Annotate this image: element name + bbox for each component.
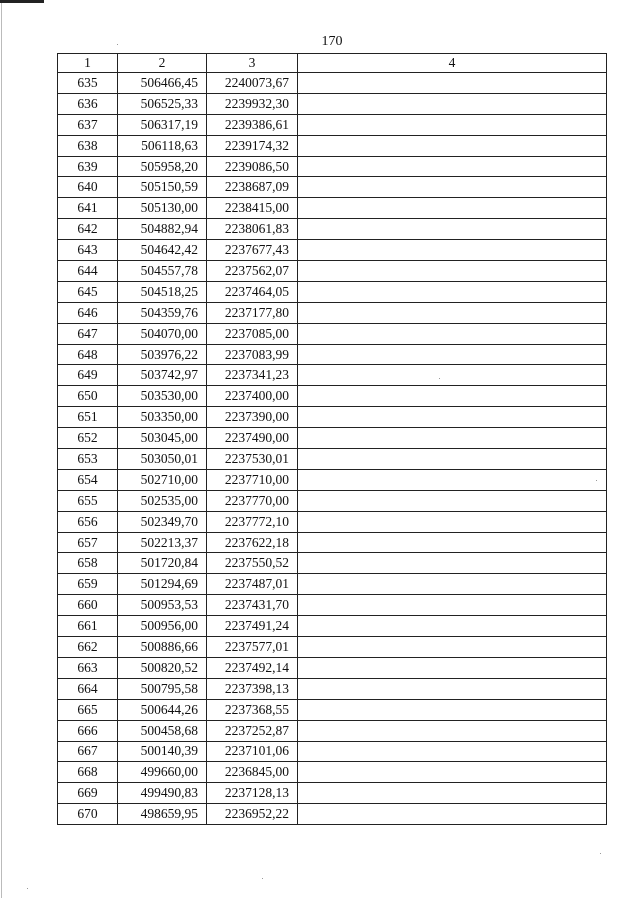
y-coordinate-cell: 2237252,87 xyxy=(207,720,298,741)
point-number-cell: 636 xyxy=(58,93,118,114)
x-coordinate-cell: 500953,53 xyxy=(118,595,207,616)
table-row xyxy=(58,386,607,407)
note-cell xyxy=(298,449,607,470)
table-row xyxy=(58,804,607,825)
point-number-cell: 635 xyxy=(58,73,118,94)
y-coordinate-cell: 2236952,22 xyxy=(207,804,298,825)
point-number-cell: 652 xyxy=(58,428,118,449)
note-cell xyxy=(298,783,607,804)
x-coordinate-cell: 503976,22 xyxy=(118,344,207,365)
point-number-cell: 665 xyxy=(58,699,118,720)
point-number-cell: 649 xyxy=(58,365,118,386)
note-cell xyxy=(298,365,607,386)
scan-speck xyxy=(439,378,440,379)
table-row xyxy=(58,114,607,135)
table-row xyxy=(58,678,607,699)
note-cell xyxy=(298,657,607,678)
scan-speck xyxy=(596,480,597,481)
table-row xyxy=(58,553,607,574)
x-coordinate-cell: 503050,01 xyxy=(118,449,207,470)
x-coordinate-cell: 500644,26 xyxy=(118,699,207,720)
x-coordinate-cell: 506118,63 xyxy=(118,135,207,156)
x-coordinate-cell: 503350,00 xyxy=(118,407,207,428)
x-coordinate-cell: 505150,59 xyxy=(118,177,207,198)
note-cell xyxy=(298,261,607,282)
point-number-cell: 661 xyxy=(58,616,118,637)
x-coordinate-cell: 499660,00 xyxy=(118,762,207,783)
x-coordinate-cell: 502710,00 xyxy=(118,469,207,490)
scan-speck xyxy=(117,44,118,45)
column-header-1: 1 xyxy=(58,54,118,73)
page-number: 170 xyxy=(321,34,343,49)
note-cell xyxy=(298,511,607,532)
table-row xyxy=(58,595,607,616)
y-coordinate-cell: 2237770,00 xyxy=(207,490,298,511)
note-cell xyxy=(298,678,607,699)
note-cell xyxy=(298,595,607,616)
note-cell xyxy=(298,469,607,490)
x-coordinate-cell: 500820,52 xyxy=(118,657,207,678)
point-number-cell: 638 xyxy=(58,135,118,156)
table-row xyxy=(58,198,607,219)
table-row xyxy=(58,637,607,658)
point-number-cell: 655 xyxy=(58,490,118,511)
table-row xyxy=(58,741,607,762)
note-cell xyxy=(298,219,607,240)
table-row xyxy=(58,511,607,532)
table-row xyxy=(58,762,607,783)
x-coordinate-cell: 503045,00 xyxy=(118,428,207,449)
note-cell xyxy=(298,344,607,365)
point-number-cell: 667 xyxy=(58,741,118,762)
point-number-cell: 648 xyxy=(58,344,118,365)
point-number-cell: 658 xyxy=(58,553,118,574)
x-coordinate-cell: 498659,95 xyxy=(118,804,207,825)
x-coordinate-cell: 506525,33 xyxy=(118,93,207,114)
y-coordinate-cell: 2237177,80 xyxy=(207,302,298,323)
note-cell xyxy=(298,804,607,825)
x-coordinate-cell: 504359,76 xyxy=(118,302,207,323)
point-number-cell: 646 xyxy=(58,302,118,323)
note-cell xyxy=(298,720,607,741)
y-coordinate-cell: 2237398,13 xyxy=(207,678,298,699)
x-coordinate-cell: 502535,00 xyxy=(118,490,207,511)
note-cell xyxy=(298,553,607,574)
y-coordinate-cell: 2237490,00 xyxy=(207,428,298,449)
point-number-cell: 659 xyxy=(58,574,118,595)
y-coordinate-cell: 2237577,01 xyxy=(207,637,298,658)
y-coordinate-cell: 2237772,10 xyxy=(207,511,298,532)
y-coordinate-cell: 2239932,30 xyxy=(207,93,298,114)
table-row xyxy=(58,532,607,553)
note-cell xyxy=(298,741,607,762)
table-row xyxy=(58,449,607,470)
x-coordinate-cell: 500795,58 xyxy=(118,678,207,699)
x-coordinate-cell: 502349,70 xyxy=(118,511,207,532)
point-number-cell: 664 xyxy=(58,678,118,699)
y-coordinate-cell: 2238687,09 xyxy=(207,177,298,198)
x-coordinate-cell: 503530,00 xyxy=(118,386,207,407)
table-header-row xyxy=(58,54,607,73)
note-cell xyxy=(298,532,607,553)
y-coordinate-cell: 2237085,00 xyxy=(207,323,298,344)
scan-speck xyxy=(600,853,601,854)
point-number-cell: 670 xyxy=(58,804,118,825)
note-cell xyxy=(298,135,607,156)
y-coordinate-cell: 2237390,00 xyxy=(207,407,298,428)
table-row xyxy=(58,616,607,637)
table-body xyxy=(58,73,607,825)
x-coordinate-cell: 500956,00 xyxy=(118,616,207,637)
point-number-cell: 645 xyxy=(58,281,118,302)
x-coordinate-cell: 503742,97 xyxy=(118,365,207,386)
note-cell xyxy=(298,323,607,344)
column-header-3: 3 xyxy=(207,54,298,73)
table-row xyxy=(58,156,607,177)
point-number-cell: 660 xyxy=(58,595,118,616)
y-coordinate-cell: 2237491,24 xyxy=(207,616,298,637)
table-row xyxy=(58,93,607,114)
y-coordinate-cell: 2237400,00 xyxy=(207,386,298,407)
table-row xyxy=(58,720,607,741)
scan-speck xyxy=(27,888,28,889)
note-cell xyxy=(298,114,607,135)
point-number-cell: 654 xyxy=(58,469,118,490)
y-coordinate-cell: 2237550,52 xyxy=(207,553,298,574)
y-coordinate-cell: 2240073,67 xyxy=(207,73,298,94)
note-cell xyxy=(298,407,607,428)
x-coordinate-cell: 501294,69 xyxy=(118,574,207,595)
table-row xyxy=(58,323,607,344)
point-number-cell: 650 xyxy=(58,386,118,407)
table-row xyxy=(58,699,607,720)
y-coordinate-cell: 2237622,18 xyxy=(207,532,298,553)
table-row xyxy=(58,261,607,282)
x-coordinate-cell: 500886,66 xyxy=(118,637,207,658)
table-row xyxy=(58,469,607,490)
table-row xyxy=(58,177,607,198)
table-row xyxy=(58,783,607,804)
point-number-cell: 642 xyxy=(58,219,118,240)
note-cell xyxy=(298,762,607,783)
note-cell xyxy=(298,637,607,658)
table-row xyxy=(58,428,607,449)
y-coordinate-cell: 2237083,99 xyxy=(207,344,298,365)
point-number-cell: 653 xyxy=(58,449,118,470)
y-coordinate-cell: 2237101,06 xyxy=(207,741,298,762)
x-coordinate-cell: 502213,37 xyxy=(118,532,207,553)
table-row xyxy=(58,365,607,386)
point-number-cell: 663 xyxy=(58,657,118,678)
note-cell xyxy=(298,240,607,261)
table-row xyxy=(58,490,607,511)
table-row xyxy=(58,219,607,240)
point-number-cell: 641 xyxy=(58,198,118,219)
x-coordinate-cell: 500140,39 xyxy=(118,741,207,762)
y-coordinate-cell: 2238061,83 xyxy=(207,219,298,240)
x-coordinate-cell: 499490,83 xyxy=(118,783,207,804)
note-cell xyxy=(298,198,607,219)
note-cell xyxy=(298,93,607,114)
y-coordinate-cell: 2237341,23 xyxy=(207,365,298,386)
point-number-cell: 640 xyxy=(58,177,118,198)
y-coordinate-cell: 2237368,55 xyxy=(207,699,298,720)
x-coordinate-cell: 504070,00 xyxy=(118,323,207,344)
x-coordinate-cell: 506466,45 xyxy=(118,73,207,94)
table-row xyxy=(58,73,607,94)
note-cell xyxy=(298,490,607,511)
scan-left-edge xyxy=(1,3,2,898)
point-number-cell: 666 xyxy=(58,720,118,741)
y-coordinate-cell: 2239386,61 xyxy=(207,114,298,135)
note-cell xyxy=(298,302,607,323)
y-coordinate-cell: 2238415,00 xyxy=(207,198,298,219)
table-row xyxy=(58,240,607,261)
table-row xyxy=(58,407,607,428)
point-number-cell: 637 xyxy=(58,114,118,135)
table-row xyxy=(58,657,607,678)
coordinates-table xyxy=(57,53,607,825)
x-coordinate-cell: 505130,00 xyxy=(118,198,207,219)
y-coordinate-cell: 2237492,14 xyxy=(207,657,298,678)
y-coordinate-cell: 2239086,50 xyxy=(207,156,298,177)
point-number-cell: 669 xyxy=(58,783,118,804)
y-coordinate-cell: 2237710,00 xyxy=(207,469,298,490)
note-cell xyxy=(298,73,607,94)
y-coordinate-cell: 2236845,00 xyxy=(207,762,298,783)
table-row xyxy=(58,344,607,365)
x-coordinate-cell: 504518,25 xyxy=(118,281,207,302)
x-coordinate-cell: 505958,20 xyxy=(118,156,207,177)
y-coordinate-cell: 2237431,70 xyxy=(207,595,298,616)
point-number-cell: 651 xyxy=(58,407,118,428)
y-coordinate-cell: 2237487,01 xyxy=(207,574,298,595)
y-coordinate-cell: 2237562,07 xyxy=(207,261,298,282)
point-number-cell: 647 xyxy=(58,323,118,344)
x-coordinate-cell: 504557,78 xyxy=(118,261,207,282)
x-coordinate-cell: 500458,68 xyxy=(118,720,207,741)
note-cell xyxy=(298,616,607,637)
note-cell xyxy=(298,428,607,449)
x-coordinate-cell: 504642,42 xyxy=(118,240,207,261)
column-header-2: 2 xyxy=(118,54,207,73)
point-number-cell: 662 xyxy=(58,637,118,658)
note-cell xyxy=(298,386,607,407)
x-coordinate-cell: 501720,84 xyxy=(118,553,207,574)
point-number-cell: 657 xyxy=(58,532,118,553)
note-cell xyxy=(298,574,607,595)
note-cell xyxy=(298,699,607,720)
point-number-cell: 668 xyxy=(58,762,118,783)
table-row xyxy=(58,302,607,323)
y-coordinate-cell: 2239174,32 xyxy=(207,135,298,156)
scan-speck xyxy=(262,878,263,879)
note-cell xyxy=(298,281,607,302)
note-cell xyxy=(298,177,607,198)
x-coordinate-cell: 506317,19 xyxy=(118,114,207,135)
scan-corner-mark xyxy=(0,0,44,3)
point-number-cell: 643 xyxy=(58,240,118,261)
table-row xyxy=(58,281,607,302)
note-cell xyxy=(298,156,607,177)
column-header-4: 4 xyxy=(298,54,607,73)
y-coordinate-cell: 2237530,01 xyxy=(207,449,298,470)
y-coordinate-cell: 2237128,13 xyxy=(207,783,298,804)
point-number-cell: 656 xyxy=(58,511,118,532)
x-coordinate-cell: 504882,94 xyxy=(118,219,207,240)
table-row xyxy=(58,135,607,156)
y-coordinate-cell: 2237677,43 xyxy=(207,240,298,261)
point-number-cell: 639 xyxy=(58,156,118,177)
table-row xyxy=(58,574,607,595)
y-coordinate-cell: 2237464,05 xyxy=(207,281,298,302)
point-number-cell: 644 xyxy=(58,261,118,282)
